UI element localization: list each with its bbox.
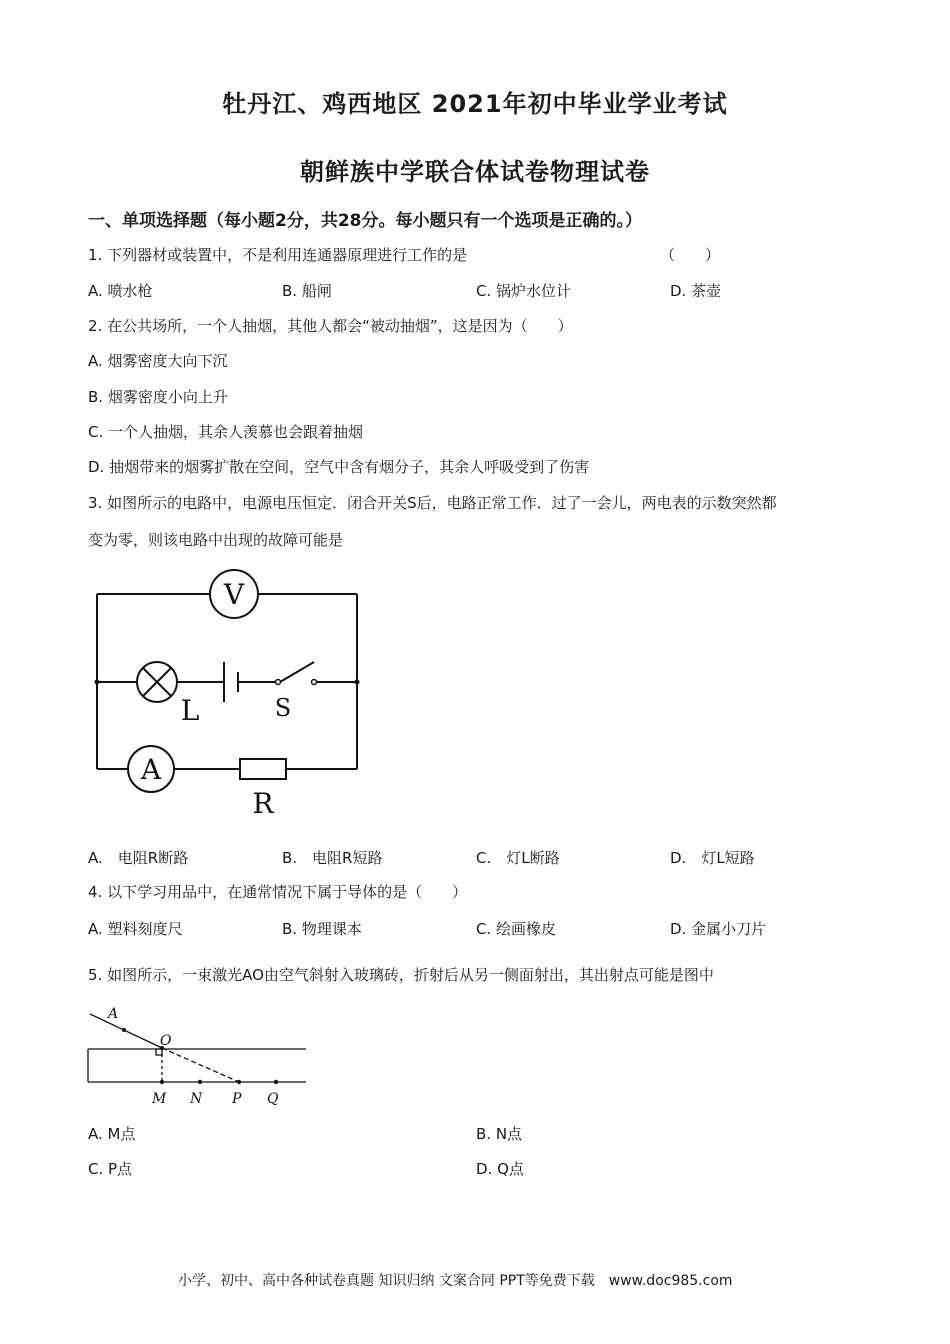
q3-option-d: D. 灯L短路 (670, 849, 755, 867)
refraction-diagram (86, 1002, 311, 1107)
question-1-paren: （ ） (660, 246, 721, 264)
q4-option-d: D. 金属小刀片 (670, 920, 767, 938)
question-2-text: 2. 在公共场所，一个人抽烟，其他人都会“被动抽烟”，这是因为（ ） (88, 317, 573, 335)
page-footer: 小学、初中、高中各种试卷真题 知识归纳 文案合同 PPT等免费下载 www.doc985.com (178, 1273, 733, 1289)
section-header: 一、单项选择题（每小题2分，共28分。每小题只有一个选项是正确的。） (88, 211, 642, 231)
q1-option-b: B. 船闸 (282, 282, 332, 300)
switch-label: S (274, 694, 292, 722)
exam-title-line1: 牡丹江、鸡西地区 2021年初中毕业学业考试 (222, 90, 728, 118)
question-4-text: 4. 以下学习用品中，在通常情况下属于导体的是（ ） (88, 883, 468, 901)
q1-option-d: D. 茶壶 (670, 282, 722, 300)
q4-option-b: B. 物理课本 (282, 920, 362, 938)
q5-option-c: C. P点 (88, 1160, 133, 1178)
resistor-label: R (252, 787, 274, 820)
point-o-label: O (160, 1033, 172, 1049)
q4-option-c: C. 绘画橡皮 (476, 920, 557, 938)
q2-option-d: D. 抽烟带来的烟雾扩散在空间，空气中含有烟分子，其余人呼吸受到了伤害 (88, 458, 590, 476)
circuit-diagram (90, 568, 370, 818)
lamp-label: L (180, 694, 200, 727)
q2-option-b: B. 烟雾密度小向上升 (88, 388, 228, 406)
q2-option-a: A. 烟雾密度大向下沉 (88, 352, 228, 370)
q3-option-b: B. 电阻R短路 (282, 849, 383, 867)
ammeter-label: A (140, 753, 162, 786)
exam-title-line2: 朝鲜族中学联合体试卷物理试卷 (300, 158, 650, 186)
q5-option-b: B. N点 (476, 1125, 523, 1143)
q4-option-a: A. 塑料刻度尺 (88, 920, 183, 938)
question-1-text: 1. 下列器材或装置中，不是利用连通器原理进行工作的是 (88, 246, 468, 264)
q3-option-a: A. 电阻R断路 (88, 849, 189, 867)
point-p-label: P (232, 1091, 242, 1107)
q5-option-a: A. M点 (88, 1125, 136, 1143)
question-5-text: 5. 如图所示，一束激光AO由空气斜射入玻璃砖，折射后从另一侧面射出，其出射点可能是图中 (88, 966, 714, 984)
question-3-text-line1: 3. 如图所示的电路中，电源电压恒定．闭合开关S后，电路正常工作．过了一会儿，两电表的示数突然都 (88, 494, 777, 512)
q5-option-d: D. Q点 (476, 1160, 524, 1178)
q1-option-c: C. 锅炉水位计 (476, 282, 572, 300)
point-a-label: A (108, 1006, 119, 1022)
point-m-label: M (152, 1091, 167, 1107)
question-3-text-line2: 变为零，则该电路中出现的故障可能是 (88, 531, 344, 549)
q3-option-c: C. 灯L断路 (476, 849, 560, 867)
point-q-label: Q (267, 1091, 279, 1107)
q2-option-c: C. 一个人抽烟，其余人羡慕也会跟着抽烟 (88, 423, 364, 441)
voltmeter-label: V (223, 578, 245, 611)
q1-option-a: A. 喷水枪 (88, 282, 153, 300)
point-n-label: N (190, 1091, 203, 1107)
